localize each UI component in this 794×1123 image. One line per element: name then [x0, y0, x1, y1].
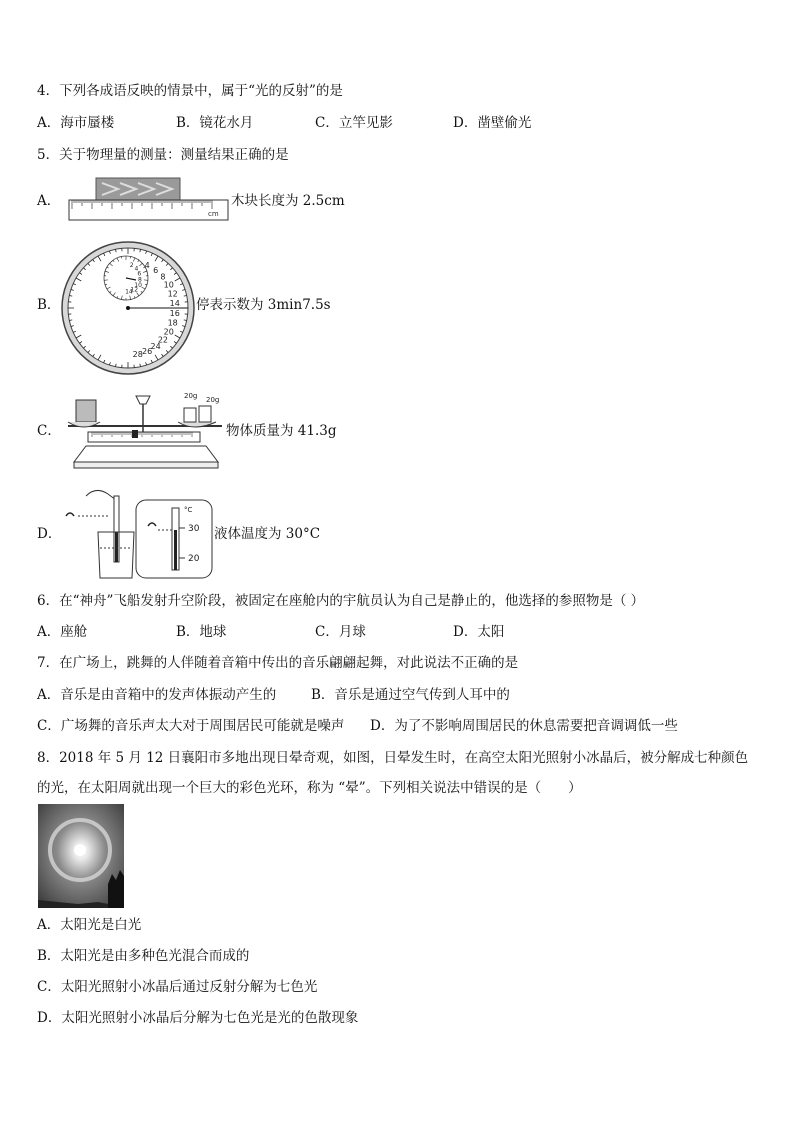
stopwatch-outer-label: 10	[163, 280, 174, 290]
svg-text:20g: 20g	[206, 396, 220, 404]
stopwatch-figure	[60, 240, 196, 376]
q5-option-c-label: C．	[37, 423, 61, 439]
stopwatch-inner-label: 4	[134, 265, 139, 273]
q4-option-a: A．海市蜃楼	[37, 115, 115, 131]
stopwatch-outer-label: 4	[144, 261, 150, 271]
q8-option-c: C．太阳光照射小冰晶后通过反射分解为七色光	[37, 979, 318, 995]
svg-text:20g: 20g	[184, 392, 198, 400]
stopwatch-inner-label: 12	[130, 286, 139, 294]
stopwatch-outer-label: 26	[142, 346, 153, 356]
q7-option-b: B．音乐是通过空气传到人耳中的	[311, 687, 510, 703]
question-8-stem-line-2: 的光，在太阳周就出现一个巨大的彩色光环，称为 “晕”。下列相关说法中错误的是（ ）	[37, 780, 582, 796]
question-5-stem: 5．关于物理量的测量：测量结果正确的是	[37, 147, 289, 163]
q4-option-c: C．立竿见影	[315, 115, 393, 131]
q5-option-a-label: A．	[37, 193, 61, 209]
q4-option-d: D．凿壁偷光	[453, 115, 532, 131]
stopwatch-outer-label: 14	[169, 299, 180, 309]
q5-option-b-caption: 停表示数为 3min7.5s	[196, 297, 331, 313]
q6-option-b: B．地球	[176, 624, 227, 640]
question-8-stem-line-1: 8．2018 年 5 月 12 日襄阳市多地出现日晕奇观，如图，日晕发生时，在高空太阳光照射小冰晶后，被分解成七种颜色	[37, 750, 749, 766]
stopwatch-outer-label: 18	[167, 318, 178, 328]
q5-option-b-label: B．	[37, 297, 61, 313]
question-7-stem: 7．在广场上，跳舞的人伴随着音箱中传出的音乐翩翩起舞，对此说法不正确的是	[37, 655, 519, 671]
sun-halo-photo	[38, 804, 124, 908]
stopwatch-outer-label: 16	[169, 308, 180, 318]
q5-option-a-caption: 木块长度为 2.5cm	[231, 193, 345, 209]
q6-option-d: D．太阳	[453, 624, 505, 640]
q5-option-d-caption: 液体温度为 30°C	[214, 526, 321, 542]
question-6-stem: 6．在“神舟”飞船发射升空阶段，被固定在座舱内的宇航员认为自己是静止的，他选择的参照物是（ ）	[37, 593, 645, 609]
balance-figure	[66, 390, 226, 474]
q7-option-a: A．音乐是由音箱中的发声体振动产生的	[37, 687, 277, 703]
stopwatch-inner-label: 2	[129, 262, 134, 270]
q8-option-b: B．太阳光是由多种色光混合而成的	[37, 948, 250, 964]
q5-option-d-label: D．	[37, 526, 62, 542]
stopwatch-outer-label: 20	[163, 327, 174, 337]
stopwatch-outer-label: 6	[153, 265, 159, 275]
stopwatch-inner-label: 6	[137, 270, 142, 278]
stopwatch-outer-label: 12	[167, 289, 178, 299]
q4-option-b: B．镜花水月	[176, 115, 254, 131]
q6-option-c: C．月球	[315, 624, 366, 640]
stopwatch-outer-label: 22	[157, 335, 169, 345]
stopwatch-outer-label: 28	[132, 349, 143, 359]
svg-text:20: 20	[188, 554, 200, 564]
stopwatch-inner-label: 10	[134, 282, 142, 289]
stopwatch-outer-label: 8	[160, 272, 166, 282]
question-4-stem: 4．下列各成语反映的情景中，属于“光的反射”的是	[37, 83, 343, 99]
q6-option-a: A．座舱	[37, 624, 88, 640]
stopwatch-inner-label: 14	[125, 288, 133, 296]
q8-option-a: A．太阳光是白光	[37, 917, 142, 933]
ruler-with-block-figure	[68, 176, 230, 224]
svg-text:30: 30	[188, 524, 200, 534]
svg-text:cm: cm	[208, 210, 219, 218]
q7-option-c: C．广场舞的音乐声太大对于周围居民可能就是噪声	[37, 718, 345, 734]
stopwatch-outer-label: 24	[150, 342, 161, 352]
thermometer-figure	[62, 486, 214, 582]
stopwatch-inner-label: 8	[138, 276, 142, 284]
q5-option-c-caption: 物体质量为 41.3g	[226, 423, 337, 439]
q8-option-d: D．太阳光照射小冰晶后分解为七色光是光的色散现象	[37, 1010, 359, 1026]
q7-option-d: D．为了不影响周围居民的休息需要把音调调低一些	[370, 718, 678, 734]
svg-text:°C: °C	[184, 506, 193, 514]
